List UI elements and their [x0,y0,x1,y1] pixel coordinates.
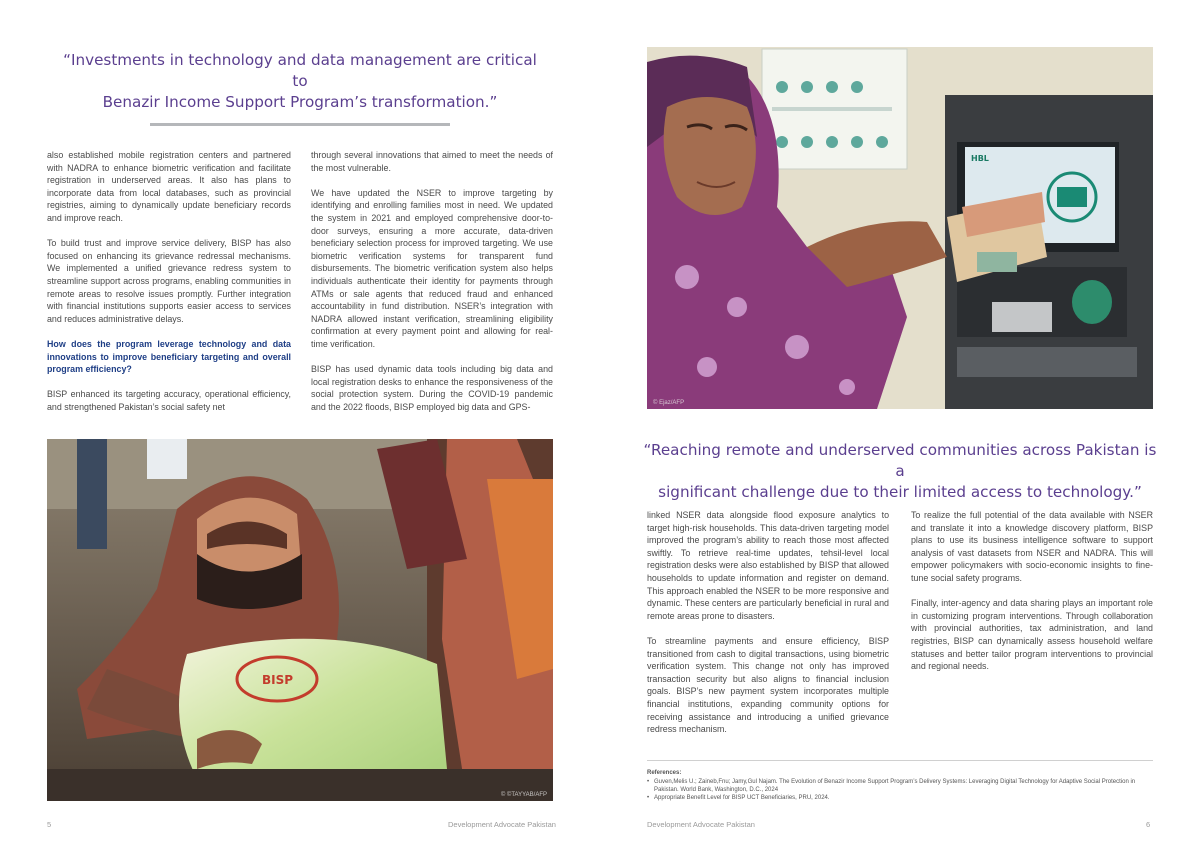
footer-title: Development Advocate Pakistan [647,820,755,829]
right-page [600,0,1200,848]
divider [150,123,450,126]
paragraph: through several innovations that aimed to meet the needs of the most vulnerable. [311,150,553,173]
reference-item: • Guven,Melis U.; Zaineb,Fnu; Jamy,Gul Najam. The Evolution of Benazir Income Support Program’s Delivery Systems: Leveraging Digital Technology for Adaptive Social Protection in Pakistan. World Bank, Washington, D.C., 2024 [647,778,1153,794]
footer-title: Development Advocate Pakistan [448,820,556,829]
paragraph: To realize the full potential of the data available with NSER and translate it into a knowledge discovery platform, BISP plans to use its business intelligence software to support analysis of vast datasets from NSER and NADRA. This will empower policymakers with socio-economic insights to fine-tune social safety programs. [911,510,1153,583]
pull-quote-line: “Investments in technology and data management are critical to [63,51,537,90]
pull-quote [640,440,1160,503]
paragraph: We have updated the NSER to improve targeting by identifying and enrolling families most in need. We updated the system in 2021 and employed comprehensive door-to-door surveys, ensuring a more accurate, data-driven beneficiary selection process for improved targeting. We use biometric verification systems for transparent fund disbursements. The biometric verification system also helps individuals authenticate their identity for payments through ATMs or sale agents that reduced fraud and enhanced accountability in fund distribution. NSER’s integration with NADRA allowed instant verification, streamlining eligibility confirmation at every payment point and allowing for real-time verification. [311,187,553,349]
page-number: 5 [47,820,52,829]
atm-bank-label: HBL [971,154,989,163]
text-column [647,509,889,739]
svg-text:BISP: BISP [262,673,294,687]
pull-quote-line: Benazir Income Support Program’s transformation.” [102,93,498,111]
paragraph: BISP has used dynamic data tools including big data and local registration desks to enhance the responsiveness of the social protection system. During the COVID-19 pandemic and the 2022 floods, BISP employed big data and GPS- [311,364,553,412]
photo-woman-at-atm [647,47,1153,409]
reference-item: • Appropriate Benefit Level for BISP UCT Beneficiaries, PRU, 2024. [647,794,1153,802]
photo-illustration [647,47,1153,409]
pull-quote-line: significant challenge due to their limited access to technology.” [658,483,1142,501]
paragraph: To streamline payments and ensure efficiency, BISP transitioned from cash to digital transactions, using biometric verification system. This change not only has improved transaction security but also aligns to financial inclusion goals. BISP’s new payment system incorporates multiple financial institutions, expanding community options for receiving assistance and introducing a unified grievance redress mechanism. [647,635,889,735]
text-column [311,149,553,414]
page-number: 6 [1146,820,1151,829]
interview-question: How does the program leverage technology and data innovations to improve beneficiary targeting and overall program efficiency? [47,338,291,375]
photo-woman-with-sack [47,439,553,801]
references [647,760,1153,802]
paragraph: also established mobile registration centers and partnered with NADRA to enhance biometric verification and facilitate registration in underserved areas. It also has plans to incorporate data from local databases, such as provincial registries, aiming to dynamically update beneficiary records and improve reach. [47,150,291,223]
photo-credit: © Ejaz/AFP [653,400,685,406]
references-heading: References: [647,770,682,776]
photo-credit: © ©TAYYAB/AFP [500,792,547,798]
text-column [47,149,291,414]
paragraph: To build trust and improve service delivery, BISP has also focused on enhancing its grievance redressal mechanisms. We implemented a unified grievance redress system to streamline support across programs, enabling communities in remote areas to resolve issues promptly. Further integration with financial institutions supports easier access to services and reduces administrative delays. [47,238,291,324]
paragraph: BISP enhanced its targeting accuracy, operational efficiency, and strengthened Pakistan’s social safety net [47,389,291,412]
pull-quote [60,50,540,113]
photo-illustration [47,439,553,801]
pull-quote-line: “Reaching remote and underserved communities across Pakistan is a [643,441,1157,480]
text-column [911,509,1153,679]
paragraph: linked NSER data alongside flood exposure analytics to target high-risk households. This data-driven targeting model improved the program’s ability to reach those most affected swiftly. To retrieve real-time updates, tehsil-level local registration desks were also established by BISP that allowed households to update information and register on demand. This approach enabled the NSER to be more responsive and dynamic. These centers are particularly beneficial in rural and remote areas prone to disasters. [647,510,889,621]
paragraph: Finally, inter-agency and data sharing plays an important role in customizing program interventions. Through collaboration with provincial authorities, tax administration, and land registries, BISP can dynamically assess household welfare statuses and better tailor program interventions to provincial and regional needs. [911,598,1153,672]
